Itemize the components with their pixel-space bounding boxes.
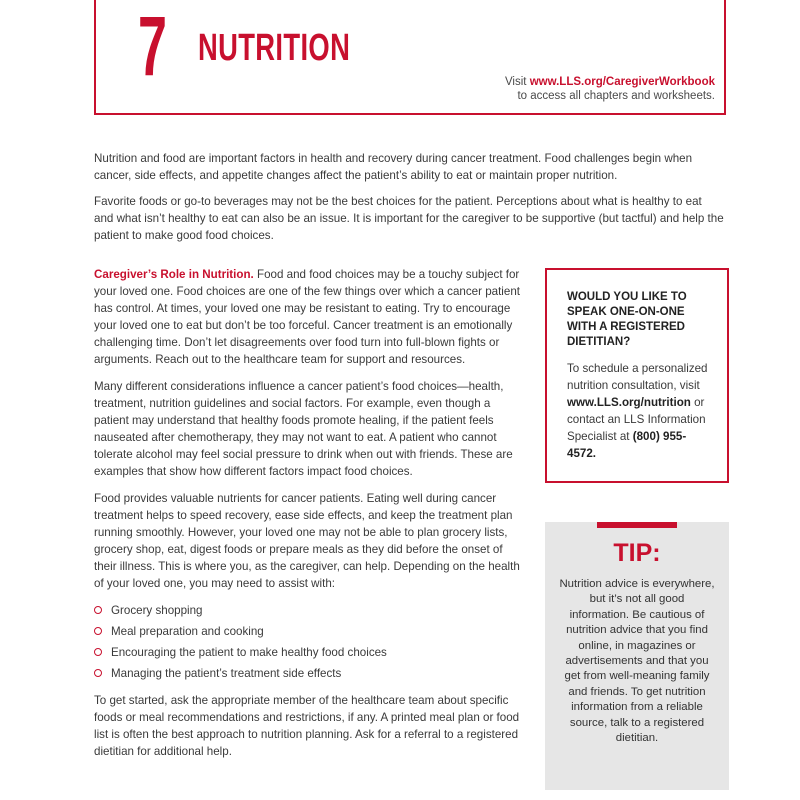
circle-bullet-icon xyxy=(94,606,102,614)
dietitian-text xyxy=(567,360,713,462)
caregiver-workbook-link[interactable]: www.LLS.org/CaregiverWorkbook xyxy=(529,76,715,88)
chapter-title: NUTRITION xyxy=(198,27,351,69)
list-item-label: Meal preparation and cooking xyxy=(111,625,264,638)
list-item-label: Encouraging the patient to make healthy food choices xyxy=(111,646,387,659)
role-paragraph xyxy=(94,266,522,368)
list-item-label: Grocery shopping xyxy=(111,604,203,617)
list-item xyxy=(94,665,522,682)
circle-bullet-icon xyxy=(94,669,102,677)
visit-prefix: Visit xyxy=(504,76,530,88)
tip-title: TIP: xyxy=(613,539,661,567)
dietitian-callout xyxy=(545,268,729,483)
intro-section xyxy=(94,150,724,253)
dietitian-text-2: or contact an LLS Information Specialist at xyxy=(567,396,706,443)
intro-paragraph-2: Favorite foods or go-to beverages may not be the best choices for the patient. Perceptions about what is healthy to eat and what isn’t healthy to eat can also be an issue. It is important for the caregiver to be supportive (but tactful) and help the patient to make good food choices. xyxy=(94,195,724,242)
circle-bullet-icon xyxy=(94,627,102,635)
visit-note xyxy=(505,75,715,103)
list-item-label: Managing the patient’s treatment side effects xyxy=(111,667,342,680)
list-item xyxy=(94,602,522,619)
intro-paragraph-1: Nutrition and food are important factors in health and recovery during cancer treatment. Food challenges begin when cancer, side effects, and appetite changes affect the patient’s ability to eat or maintain proper nutrition. xyxy=(94,152,693,182)
tip-text: Nutrition advice is everywhere, but it’s not all good information. Be cautious of nutrition advice that you find online, in magazines or advertisements and that you get from well-meaning family and friends. To get nutrition information from a reliable source, talk to a registered dietitian. xyxy=(559,578,715,745)
list-item xyxy=(94,644,522,661)
main-column xyxy=(94,266,522,770)
assist-list xyxy=(94,602,522,682)
phone-number: (800) 955-4572. xyxy=(567,430,687,460)
list-item xyxy=(94,623,522,640)
dietitian-heading: WOULD YOU LIKE TO SPEAK ONE-ON-ONE WITH A REGISTERED DIETITIAN? xyxy=(567,291,687,348)
dietitian-text-1: To schedule a personalized nutrition consultation, visit xyxy=(567,362,708,392)
chapter-number: 7 xyxy=(138,0,167,93)
nutrients-paragraph: Food provides valuable nutrients for cancer patients. Eating well during cancer treatment helps to speed recovery, ease side effects, and keep the treatment plan running smoothly. However, your loved one may not be able to plan grocery lists, grocery shop, eat, digest foods or prepare meals as they did before the onset of their illness. This is where you, as the caregiver, can help. Depending on the health of your loved one, you may need to assist with: xyxy=(94,492,520,590)
visit-suffix: to access all chapters and worksheets. xyxy=(517,90,715,102)
considerations-paragraph: Many different considerations influence a cancer patient’s food choices—health, treatment, nutrition guidelines and social factors. For example, even though a patient may understand that healthy foods promote healing, if the patient feels nauseated after chemotherapy, they may not want to eat. A patient who cannot tolerate alcohol may feel social pressure to drink when out with friends. These are examples that show how different factors impact food choices. xyxy=(94,380,513,478)
nutrition-link[interactable]: www.LLS.org/nutrition xyxy=(567,396,691,409)
role-heading: Caregiver’s Role in Nutrition. xyxy=(94,268,254,281)
tip-callout xyxy=(545,522,729,790)
role-text: Food and food choices may be a touchy subject for your loved one. Food choices are one of the few things over which a cancer patient has control. At times, your loved one may be resistant to eating. Try to encourage your loved one to eat but don’t be too forceful. Cancer treatment is an emotionally challenging time. Don’t let disagreements over food turn into full-blown fights or arguments. Reach out to the healthcare team for support and resources. xyxy=(94,268,521,366)
getting-started-paragraph: To get started, ask the appropriate member of the healthcare team about specific foods or meal recommendations and restrictions, if any. A printed meal plan or food list is often the best approach to nutrition planning. Ask for a referral to a registered dietitian for additional help. xyxy=(94,694,520,758)
circle-bullet-icon xyxy=(94,648,102,656)
tip-accent-bar xyxy=(597,522,677,528)
chapter-header xyxy=(94,0,726,115)
